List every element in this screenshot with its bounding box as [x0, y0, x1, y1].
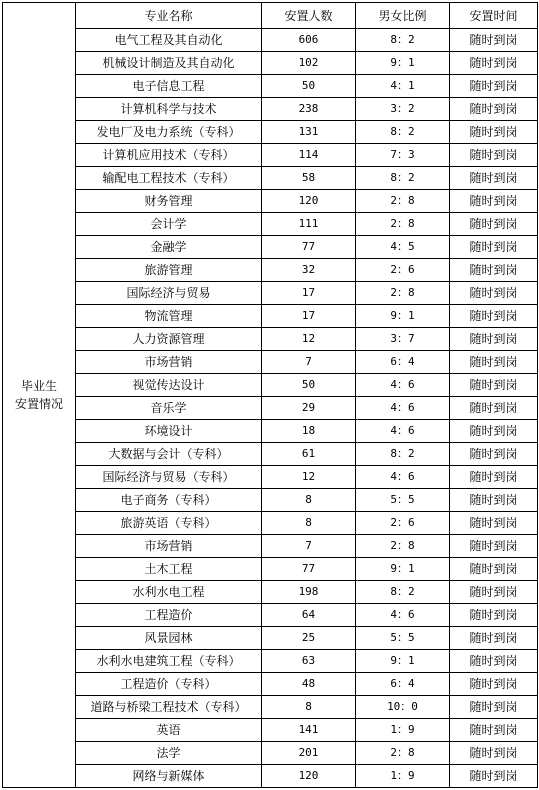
- table-row: [3, 144, 538, 167]
- major-cell: 市场营销: [76, 351, 262, 374]
- time-cell: 随时到岗: [450, 397, 538, 420]
- table-row: [3, 558, 538, 581]
- ratio-cell: 9：1: [356, 558, 450, 581]
- ratio-cell: 9：1: [356, 305, 450, 328]
- time-cell: 随时到岗: [450, 581, 538, 604]
- time-cell: 随时到岗: [450, 604, 538, 627]
- time-cell: 随时到岗: [450, 673, 538, 696]
- header-count: 安置人数: [262, 3, 356, 29]
- ratio-cell: 3：2: [356, 98, 450, 121]
- count-cell: 18: [262, 420, 356, 443]
- major-cell: 物流管理: [76, 305, 262, 328]
- major-cell: 国际经济与贸易: [76, 282, 262, 305]
- time-cell: 随时到岗: [450, 29, 538, 52]
- count-cell: 64: [262, 604, 356, 627]
- section-label-cell: [3, 3, 76, 788]
- ratio-cell: 2：6: [356, 512, 450, 535]
- ratio-cell: 4：6: [356, 397, 450, 420]
- table-row: [3, 98, 538, 121]
- count-cell: 50: [262, 75, 356, 98]
- ratio-cell: 6：4: [356, 673, 450, 696]
- time-cell: 随时到岗: [450, 351, 538, 374]
- table-row: [3, 512, 538, 535]
- ratio-cell: 8：2: [356, 581, 450, 604]
- table-row: [3, 765, 538, 788]
- count-cell: 32: [262, 259, 356, 282]
- table-row: [3, 489, 538, 512]
- count-cell: 48: [262, 673, 356, 696]
- ratio-cell: 5：5: [356, 627, 450, 650]
- header-time: 安置时间: [450, 3, 538, 29]
- ratio-cell: 4：6: [356, 466, 450, 489]
- header-ratio: 男女比例: [356, 3, 450, 29]
- time-cell: 随时到岗: [450, 259, 538, 282]
- ratio-cell: 10：0: [356, 696, 450, 719]
- ratio-cell: 8：2: [356, 443, 450, 466]
- ratio-cell: 8：2: [356, 121, 450, 144]
- table-row: [3, 673, 538, 696]
- table-row: [3, 443, 538, 466]
- time-cell: 随时到岗: [450, 144, 538, 167]
- time-cell: 随时到岗: [450, 696, 538, 719]
- time-cell: 随时到岗: [450, 213, 538, 236]
- ratio-cell: 3：7: [356, 328, 450, 351]
- ratio-cell: 1：9: [356, 719, 450, 742]
- count-cell: 606: [262, 29, 356, 52]
- section-label-line-2: 安置情况: [14, 397, 63, 411]
- ratio-cell: 2：8: [356, 213, 450, 236]
- time-cell: 随时到岗: [450, 535, 538, 558]
- ratio-cell: 8：2: [356, 167, 450, 190]
- major-cell: 电子商务（专科）: [76, 489, 262, 512]
- table-row: [3, 190, 538, 213]
- major-cell: 财务管理: [76, 190, 262, 213]
- count-cell: 8: [262, 489, 356, 512]
- table-row: [3, 121, 538, 144]
- time-cell: 随时到岗: [450, 236, 538, 259]
- table-row: [3, 604, 538, 627]
- ratio-cell: 2：8: [356, 742, 450, 765]
- table-row: [3, 328, 538, 351]
- ratio-cell: 9：1: [356, 52, 450, 75]
- ratio-cell: 4：6: [356, 374, 450, 397]
- ratio-cell: 6：4: [356, 351, 450, 374]
- count-cell: 12: [262, 466, 356, 489]
- table-body: [3, 3, 538, 788]
- ratio-cell: 2：8: [356, 535, 450, 558]
- count-cell: 120: [262, 765, 356, 788]
- major-cell: 金融学: [76, 236, 262, 259]
- time-cell: 随时到岗: [450, 52, 538, 75]
- table-row: [3, 351, 538, 374]
- ratio-cell: 1：9: [356, 765, 450, 788]
- ratio-cell: 4：1: [356, 75, 450, 98]
- ratio-cell: 4：5: [356, 236, 450, 259]
- count-cell: 25: [262, 627, 356, 650]
- count-cell: 58: [262, 167, 356, 190]
- count-cell: 120: [262, 190, 356, 213]
- time-cell: 随时到岗: [450, 167, 538, 190]
- table-row: [3, 650, 538, 673]
- time-cell: 随时到岗: [450, 650, 538, 673]
- count-cell: 111: [262, 213, 356, 236]
- count-cell: 102: [262, 52, 356, 75]
- section-label-line-1: 毕业生: [20, 379, 57, 393]
- major-cell: 机械设计制造及其自动化: [76, 52, 262, 75]
- time-cell: 随时到岗: [450, 121, 538, 144]
- ratio-cell: 4：6: [356, 604, 450, 627]
- count-cell: 141: [262, 719, 356, 742]
- time-cell: 随时到岗: [450, 190, 538, 213]
- ratio-cell: 9：1: [356, 650, 450, 673]
- major-cell: 人力资源管理: [76, 328, 262, 351]
- major-cell: 大数据与会计（专科）: [76, 443, 262, 466]
- table-row: [3, 75, 538, 98]
- count-cell: 77: [262, 236, 356, 259]
- time-cell: 随时到岗: [450, 512, 538, 535]
- time-cell: 随时到岗: [450, 443, 538, 466]
- table-row: [3, 52, 538, 75]
- major-cell: 旅游英语（专科）: [76, 512, 262, 535]
- time-cell: 随时到岗: [450, 420, 538, 443]
- count-cell: 63: [262, 650, 356, 673]
- table-row: [3, 742, 538, 765]
- major-cell: 视觉传达设计: [76, 374, 262, 397]
- ratio-cell: 7：3: [356, 144, 450, 167]
- time-cell: 随时到岗: [450, 558, 538, 581]
- major-cell: 道路与桥梁工程技术（专科）: [76, 696, 262, 719]
- table-row: [3, 259, 538, 282]
- major-cell: 风景园林: [76, 627, 262, 650]
- count-cell: 114: [262, 144, 356, 167]
- ratio-cell: 4：6: [356, 420, 450, 443]
- time-cell: 随时到岗: [450, 328, 538, 351]
- table-row: [3, 420, 538, 443]
- major-cell: 会计学: [76, 213, 262, 236]
- ratio-cell: 8：2: [356, 29, 450, 52]
- table-row: [3, 29, 538, 52]
- table-row: [3, 466, 538, 489]
- placement-table: [2, 2, 538, 788]
- table-row: [3, 581, 538, 604]
- time-cell: 随时到岗: [450, 466, 538, 489]
- ratio-cell: 2：8: [356, 190, 450, 213]
- time-cell: 随时到岗: [450, 765, 538, 788]
- table-row: [3, 236, 538, 259]
- ratio-cell: 2：6: [356, 259, 450, 282]
- time-cell: 随时到岗: [450, 305, 538, 328]
- count-cell: 201: [262, 742, 356, 765]
- time-cell: 随时到岗: [450, 489, 538, 512]
- major-cell: 电气工程及其自动化: [76, 29, 262, 52]
- count-cell: 7: [262, 535, 356, 558]
- time-cell: 随时到岗: [450, 374, 538, 397]
- major-cell: 电子信息工程: [76, 75, 262, 98]
- count-cell: 77: [262, 558, 356, 581]
- count-cell: 12: [262, 328, 356, 351]
- count-cell: 50: [262, 374, 356, 397]
- major-cell: 水利水电工程: [76, 581, 262, 604]
- major-cell: 工程造价: [76, 604, 262, 627]
- header-row: [3, 3, 538, 29]
- count-cell: 7: [262, 351, 356, 374]
- time-cell: 随时到岗: [450, 98, 538, 121]
- major-cell: 计算机科学与技术: [76, 98, 262, 121]
- count-cell: 8: [262, 512, 356, 535]
- table-row: [3, 696, 538, 719]
- major-cell: 网络与新媒体: [76, 765, 262, 788]
- major-cell: 国际经济与贸易（专科）: [76, 466, 262, 489]
- count-cell: 61: [262, 443, 356, 466]
- table-row: [3, 535, 538, 558]
- time-cell: 随时到岗: [450, 627, 538, 650]
- major-cell: 工程造价（专科）: [76, 673, 262, 696]
- major-cell: 土木工程: [76, 558, 262, 581]
- count-cell: 131: [262, 121, 356, 144]
- table-row: [3, 374, 538, 397]
- time-cell: 随时到岗: [450, 75, 538, 98]
- time-cell: 随时到岗: [450, 719, 538, 742]
- major-cell: 音乐学: [76, 397, 262, 420]
- count-cell: 8: [262, 696, 356, 719]
- header-major: 专业名称: [76, 3, 262, 29]
- table-row: [3, 627, 538, 650]
- table-row: [3, 167, 538, 190]
- major-cell: 英语: [76, 719, 262, 742]
- count-cell: 17: [262, 282, 356, 305]
- time-cell: 随时到岗: [450, 742, 538, 765]
- table-row: [3, 282, 538, 305]
- major-cell: 环境设计: [76, 420, 262, 443]
- major-cell: 发电厂及电力系统（专科）: [76, 121, 262, 144]
- count-cell: 238: [262, 98, 356, 121]
- time-cell: 随时到岗: [450, 282, 538, 305]
- major-cell: 输配电工程技术（专科）: [76, 167, 262, 190]
- major-cell: 水利水电建筑工程（专科）: [76, 650, 262, 673]
- major-cell: 旅游管理: [76, 259, 262, 282]
- major-cell: 市场营销: [76, 535, 262, 558]
- major-cell: 法学: [76, 742, 262, 765]
- table-row: [3, 213, 538, 236]
- count-cell: 29: [262, 397, 356, 420]
- count-cell: 198: [262, 581, 356, 604]
- table-row: [3, 397, 538, 420]
- table-row: [3, 719, 538, 742]
- ratio-cell: 2：8: [356, 282, 450, 305]
- ratio-cell: 5：5: [356, 489, 450, 512]
- table-row: [3, 305, 538, 328]
- major-cell: 计算机应用技术（专科）: [76, 144, 262, 167]
- count-cell: 17: [262, 305, 356, 328]
